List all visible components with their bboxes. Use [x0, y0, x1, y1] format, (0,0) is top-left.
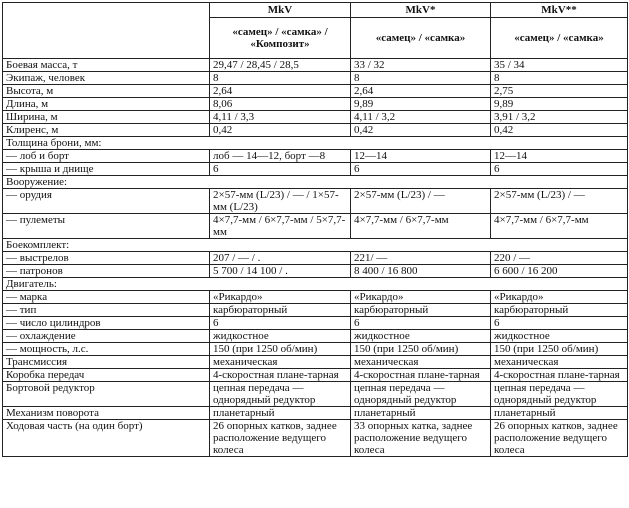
table-row — [3, 163, 628, 176]
section-row — [3, 176, 628, 189]
value-cell: 6 — [210, 317, 351, 330]
value-cell: 3,91 / 3,2 — [491, 111, 628, 124]
variants-cell-mkv-star: «самец» / «самка» — [351, 18, 491, 59]
variants-cell-mkv-double-star: «самец» / «самка» — [491, 18, 628, 59]
section-row — [3, 278, 628, 291]
table-row — [3, 304, 628, 317]
value-cell: 2,64 — [351, 85, 491, 98]
table-row — [3, 124, 628, 137]
section-row — [3, 137, 628, 150]
value-cell: 29,47 / 28,45 / 28,5 — [210, 59, 351, 72]
value-cell: «Рикардо» — [210, 291, 351, 304]
value-cell: планетарный — [351, 407, 491, 420]
value-cell: 150 (при 1250 об/мин) — [491, 343, 628, 356]
value-cell: 4,11 / 3,3 — [210, 111, 351, 124]
specs-table — [2, 2, 628, 457]
table-row — [3, 111, 628, 124]
row-label: Клиренс, м — [3, 124, 210, 137]
value-cell: 150 (при 1250 об/мин) — [351, 343, 491, 356]
value-cell: 4-скоростная плане-тарная — [491, 369, 628, 382]
table-row — [3, 356, 628, 369]
value-cell: жидкостное — [491, 330, 628, 343]
value-cell: 4-скоростная плане-тарная — [351, 369, 491, 382]
row-label: — пулеметы — [3, 214, 210, 239]
value-cell: планетарный — [210, 407, 351, 420]
table-row — [3, 214, 628, 239]
table-row — [3, 265, 628, 278]
value-cell: цепная передача — однорядный редуктор — [351, 382, 491, 407]
value-cell: 2,75 — [491, 85, 628, 98]
value-cell: 12—14 — [491, 150, 628, 163]
header-row — [3, 3, 628, 18]
value-cell: 9,89 — [351, 98, 491, 111]
row-label: — орудия — [3, 189, 210, 214]
value-cell: 4-скоростная плане-тарная — [210, 369, 351, 382]
table-row — [3, 59, 628, 72]
table-row — [3, 317, 628, 330]
row-label: — охлаждение — [3, 330, 210, 343]
section-label: Толщина брони, мм: — [3, 137, 628, 150]
value-cell: 33 опорных катка, заднее расположение ведущего колеса — [351, 420, 491, 457]
value-cell: 221/ — — [351, 252, 491, 265]
table-row — [3, 343, 628, 356]
row-label: Бортовой редуктор — [3, 382, 210, 407]
value-cell: 2×57-мм (L/23) / — — [351, 189, 491, 214]
value-cell: 8 — [210, 72, 351, 85]
value-cell: 9,89 — [491, 98, 628, 111]
section-label: Двигатель: — [3, 278, 628, 291]
row-label: Высота, м — [3, 85, 210, 98]
value-cell: 6 — [351, 163, 491, 176]
section-label: Вооружение: — [3, 176, 628, 189]
section-label: Боекомплект: — [3, 239, 628, 252]
value-cell: 6 — [491, 317, 628, 330]
table-row — [3, 189, 628, 214]
value-cell: планетарный — [491, 407, 628, 420]
value-cell: 5 700 / 14 100 / . — [210, 265, 351, 278]
row-label: Длина, м — [3, 98, 210, 111]
value-cell: 8,06 — [210, 98, 351, 111]
value-cell: 8 — [491, 72, 628, 85]
value-cell: 12—14 — [351, 150, 491, 163]
value-cell: «Рикардо» — [351, 291, 491, 304]
table-row — [3, 98, 628, 111]
row-label: Коробка передач — [3, 369, 210, 382]
value-cell: 0,42 — [210, 124, 351, 137]
variants-cell-mkv: «самец» / «самка» / «Композит» — [210, 18, 351, 59]
column-header-mkv-double-star: MkV** — [491, 3, 628, 18]
value-cell: 6 — [351, 317, 491, 330]
value-cell: 6 — [210, 163, 351, 176]
value-cell: жидкостное — [210, 330, 351, 343]
value-cell: 207 / — / . — [210, 252, 351, 265]
value-cell: 4×7,7-мм / 6×7,7-мм — [351, 214, 491, 239]
value-cell: 0,42 — [351, 124, 491, 137]
row-label: Экипаж, человек — [3, 72, 210, 85]
table-row — [3, 252, 628, 265]
value-cell: 2,64 — [210, 85, 351, 98]
value-cell: «Рикардо» — [491, 291, 628, 304]
value-cell: 8 400 / 16 800 — [351, 265, 491, 278]
value-cell: 150 (при 1250 об/мин) — [210, 343, 351, 356]
row-label: Боевая масса, т — [3, 59, 210, 72]
row-label: — число цилиндров — [3, 317, 210, 330]
row-label: Трансмиссия — [3, 356, 210, 369]
column-header-mkv-star: MkV* — [351, 3, 491, 18]
value-cell: 6 600 / 16 200 — [491, 265, 628, 278]
header-corner-cell — [3, 3, 210, 59]
value-cell: лоб — 14—12, борт —8 — [210, 150, 351, 163]
value-cell: 0,42 — [491, 124, 628, 137]
value-cell: жидкостное — [351, 330, 491, 343]
value-cell: 4,11 / 3,2 — [351, 111, 491, 124]
value-cell: 6 — [491, 163, 628, 176]
row-label: — лоб и борт — [3, 150, 210, 163]
row-label: — патронов — [3, 265, 210, 278]
value-cell: механическая — [210, 356, 351, 369]
value-cell: 26 опорных катков, заднее расположение ведущего колеса — [491, 420, 628, 457]
value-cell: 35 / 34 — [491, 59, 628, 72]
value-cell: 8 — [351, 72, 491, 85]
value-cell: 26 опорных катков, заднее расположение ведущего колеса — [210, 420, 351, 457]
value-cell: 4×7,7-мм / 6×7,7-мм / 5×7,7-мм — [210, 214, 351, 239]
value-cell: карбюраторный — [491, 304, 628, 317]
value-cell: 220 / — — [491, 252, 628, 265]
section-row — [3, 239, 628, 252]
column-header-mkv: MkV — [210, 3, 351, 18]
value-cell: 4×7,7-мм / 6×7,7-мм — [491, 214, 628, 239]
table-row — [3, 382, 628, 407]
table-row — [3, 291, 628, 304]
value-cell: карбюраторный — [210, 304, 351, 317]
value-cell: карбюраторный — [351, 304, 491, 317]
table-row — [3, 369, 628, 382]
row-label: Механизм поворота — [3, 407, 210, 420]
value-cell: 2×57-мм (L/23) / — / 1×57-мм (L/23) — [210, 189, 351, 214]
table-row — [3, 330, 628, 343]
row-label: — мощность, л.с. — [3, 343, 210, 356]
table-row — [3, 150, 628, 163]
row-label: Ширина, м — [3, 111, 210, 124]
row-label: Ходовая часть (на один борт) — [3, 420, 210, 457]
value-cell: цепная передача — однорядный редуктор — [210, 382, 351, 407]
table-row — [3, 420, 628, 457]
table-row — [3, 85, 628, 98]
row-label: — выстрелов — [3, 252, 210, 265]
value-cell: 2×57-мм (L/23) / — — [491, 189, 628, 214]
row-label: — крыша и днище — [3, 163, 210, 176]
value-cell: механическая — [351, 356, 491, 369]
table-row — [3, 72, 628, 85]
row-label: — марка — [3, 291, 210, 304]
table-row — [3, 407, 628, 420]
row-label: — тип — [3, 304, 210, 317]
value-cell: цепная передача — однорядный редуктор — [491, 382, 628, 407]
value-cell: 33 / 32 — [351, 59, 491, 72]
value-cell: механическая — [491, 356, 628, 369]
